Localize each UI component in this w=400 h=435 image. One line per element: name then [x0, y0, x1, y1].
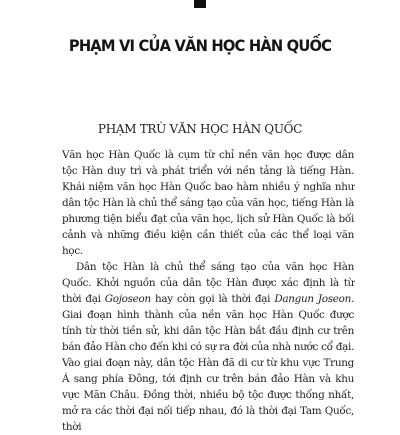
term-dangun-joseon: Dangun Joseon: [274, 293, 351, 305]
paragraph-2: [62, 259, 354, 435]
term-gojoseon: Gojoseon: [104, 293, 151, 305]
chapter-title: PHẠM VI CỦA VĂN HỌC HÀN QUỐC: [68, 36, 332, 55]
section-heading: PHẠM TRÙ VĂN HỌC HÀN QUỐC: [97, 122, 303, 136]
paragraph-1: Văn học Hàn Quốc là cụm từ chỉ nền văn học được dân tộc Hàn duy trì và phát triển với nền tảng là tiếng Hàn. Khái niệm văn học Hàn Quốc bao hàm nhiều ý nghĩa như dân tộc Hàn là chủ thể sáng tạo của văn học, tiếng Hàn là phương tiện biểu đạt của văn học, lịch sử Hàn Quốc là bối cảnh và những điều kiện cần thiết của các thể loại văn học.: [62, 149, 354, 257]
body-text: [62, 147, 354, 435]
paragraph-2-text-b: hay còn gọi là thời đại: [150, 293, 275, 305]
chapter-tab-marker: [194, 0, 206, 8]
paragraph-2-text-a: Dân tộc Hàn là chủ thể sáng tạo của văn học Hàn Quốc. Khởi nguồn của dân tộc Hàn được xác định là từ thời đại: [62, 261, 354, 305]
paragraph-2-text-c: . Giai đoạn hình thành của nền văn học Hàn Quốc được tính từ thời tiền sử, khi dân tộc Hàn bắt đầu định cư trên bán đảo Hàn cho đến khi có sự ra đời của nhà nước cổ đại. Vào giai đoạn này, dân tộc Hàn đã di cư từ khu vực Trung Á sang phía Đông, tới định cư trên bán đảo Hàn và khu vực Mãn Châu. Đồng thời, nhiều bộ tộc được thống nhất, mở ra các thời đại nối tiếp nhau, đó là thời đại Tam Quốc, thời: [62, 293, 354, 433]
